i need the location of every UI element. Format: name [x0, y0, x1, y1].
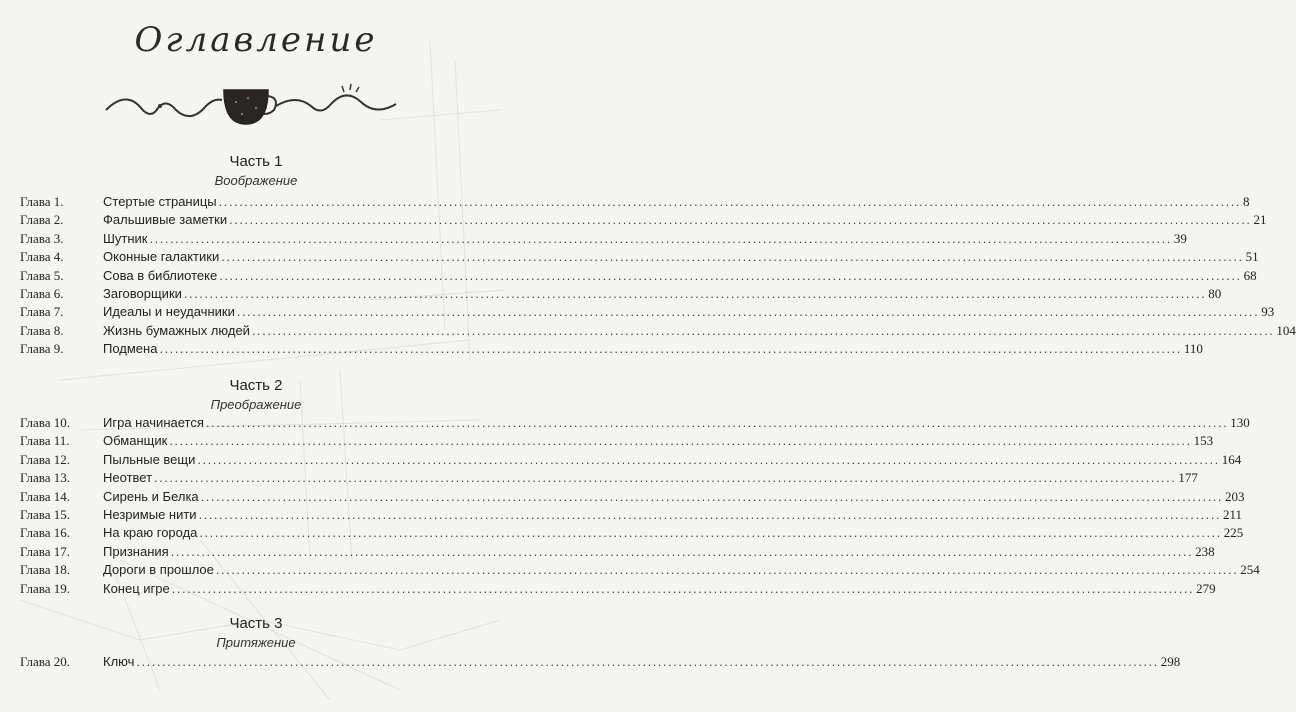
toc-entry — [20, 230, 1187, 248]
dot-leader: ........................................................................................................................................................................................................ — [215, 562, 1239, 578]
chapter-title: Дороги в прошлое — [103, 562, 214, 578]
page-number: 164 — [1221, 451, 1242, 467]
toc-entry — [20, 285, 1222, 303]
chapter-title: Конец игре — [103, 580, 170, 596]
chapter-number: Глава 1. — [20, 194, 64, 209]
toc-entry — [20, 653, 1181, 671]
dot-leader: ........................................................................................................................................................................................................ — [171, 580, 1195, 596]
toc-entry — [20, 211, 1267, 229]
chapter-title: Заговорщики — [103, 285, 182, 301]
dot-leader: ........................................................................................................................................................................................................ — [170, 543, 1194, 559]
dot-leader: ........................................................................................................................................................................................................ — [200, 488, 1224, 504]
dot-leader: ........................................................................................................................................................................................................ — [183, 285, 1207, 301]
dot-leader: ........................................................................................................................................................................................................ — [221, 249, 1244, 265]
chapter-number: Глава 13. — [20, 470, 71, 486]
dot-leader: ........................................................................................................................................................................................................ — [198, 506, 1221, 522]
chapter-title: Неответ — [103, 470, 153, 486]
dot-leader: ........................................................................................................................................................................................................ — [218, 194, 1242, 209]
page-number: 39 — [1173, 230, 1187, 246]
chapter-number: Глава 15. — [20, 506, 71, 522]
chapter-number: Глава 14. — [20, 488, 71, 504]
chapter-number: Глава 5. — [20, 267, 64, 283]
page-number: 203 — [1225, 488, 1245, 504]
part-1-heading — [0, 153, 512, 188]
dot-leader: ........................................................................................................................................................................................................ — [251, 322, 1275, 338]
dot-leader: ........................................................................................................................................................................................................ — [159, 341, 1182, 357]
part-2-title: Часть 2 — [229, 377, 283, 394]
page-number: 238 — [1195, 543, 1215, 559]
toc-entry — [20, 543, 1215, 561]
part-1-chapter-list — [20, 193, 1296, 359]
page-number: 177 — [1178, 470, 1198, 486]
dot-leader: ........................................................................................................................................................................................................ — [205, 415, 1229, 430]
toc-entry — [20, 524, 1244, 542]
chapter-title: Идеалы и неудачники — [103, 304, 235, 320]
part-3-title: Часть 3 — [229, 615, 283, 632]
dot-leader: ........................................................................................................................................................................................................ — [229, 212, 1252, 228]
chapter-title: Игра начинается — [103, 415, 204, 430]
chapter-title: Сова в библиотеке — [103, 267, 218, 283]
chapter-title: Фальшивые заметки — [103, 212, 228, 228]
chapter-number: Глава 7. — [20, 304, 64, 320]
chapter-title: Жизнь бумажных людей — [103, 322, 250, 338]
page-number: 225 — [1223, 525, 1244, 541]
toc-entry — [20, 193, 1250, 211]
chapter-number: Глава 2. — [20, 212, 64, 228]
toc-entry — [20, 414, 1250, 432]
part-3-chapter-list — [20, 653, 1181, 671]
page-number: 93 — [1261, 304, 1275, 320]
part-1-title: Часть 1 — [229, 153, 283, 170]
part-2-subtitle: Преображение — [210, 397, 302, 412]
part-3-subtitle: Притяжение — [216, 635, 296, 650]
part-1-subtitle: Воображение — [214, 173, 298, 188]
toc-entry — [20, 488, 1245, 506]
chapter-number: Глава 10. — [20, 415, 71, 430]
toc-entry — [20, 506, 1242, 524]
page-number: 298 — [1160, 654, 1181, 669]
chapter-number: Глава 11. — [20, 433, 70, 449]
toc-entry — [20, 432, 1214, 450]
dot-leader: ........................................................................................................................................................................................................ — [236, 304, 1260, 320]
toc-entry — [20, 561, 1260, 579]
page-number: 51 — [1245, 249, 1259, 265]
dot-leader: ........................................................................................................................................................................................................ — [197, 451, 1220, 467]
chapter-number: Глава 19. — [20, 580, 71, 596]
page-number: 104 — [1276, 322, 1296, 338]
dot-leader: ........................................................................................................................................................................................................ — [149, 230, 1172, 246]
page-number: 130 — [1230, 415, 1250, 430]
page-number: 8 — [1243, 194, 1250, 209]
part-2-chapter-list — [20, 414, 1260, 598]
chapter-title: Подмена — [103, 341, 158, 357]
chapter-title: Признания — [103, 543, 169, 559]
chapter-title: Стертые страницы — [103, 194, 217, 209]
teacup-ornament-icon — [96, 80, 416, 130]
chapter-title: Обманщик — [103, 433, 168, 449]
page-number: 153 — [1193, 433, 1214, 449]
toc-entry — [20, 248, 1259, 266]
chapter-title: Шутник — [103, 230, 148, 246]
page-number: 80 — [1208, 285, 1222, 301]
chapter-number: Глава 3. — [20, 230, 64, 246]
toc-entry — [20, 340, 1203, 358]
dot-leader: ........................................................................................................................................................................................................ — [169, 433, 1192, 449]
chapter-number: Глава 17. — [20, 543, 71, 559]
dot-leader: ........................................................................................................................................................................................................ — [136, 654, 1159, 669]
toc-entry — [20, 322, 1296, 340]
toc-entry — [20, 451, 1242, 469]
chapter-title: Сирень и Белка — [103, 488, 199, 504]
chapter-number: Глава 6. — [20, 285, 64, 301]
chapter-number: Глава 4. — [20, 249, 64, 265]
dot-leader: ........................................................................................................................................................................................................ — [154, 470, 1177, 486]
chapter-title: Незримые нити — [103, 506, 197, 522]
chapter-title: Оконные галактики — [103, 249, 220, 265]
chapter-number: Глава 8. — [20, 322, 64, 338]
chapter-title: Ключ — [103, 654, 135, 669]
page-number: 68 — [1243, 267, 1257, 283]
toc-entry — [20, 469, 1198, 487]
page-number: 211 — [1222, 506, 1242, 522]
toc-title: Оглавление — [134, 20, 378, 60]
toc-entry — [20, 267, 1257, 285]
page-number: 279 — [1196, 580, 1216, 596]
toc-entry — [20, 303, 1275, 321]
chapter-number: Глава 20. — [20, 654, 71, 669]
chapter-title: Пыльные вещи — [103, 451, 196, 467]
chapter-title: На краю города — [103, 525, 198, 541]
part-3-heading — [0, 615, 512, 650]
chapter-number: Глава 9. — [20, 341, 64, 357]
page-number: 110 — [1183, 341, 1203, 357]
chapter-number: Глава 16. — [20, 525, 71, 541]
chapter-number: Глава 12. — [20, 451, 71, 467]
toc-entry — [20, 580, 1216, 598]
dot-leader: ........................................................................................................................................................................................................ — [219, 267, 1242, 283]
page-number: 21 — [1253, 212, 1267, 228]
chapter-number: Глава 18. — [20, 562, 71, 578]
page-number: 254 — [1240, 562, 1260, 578]
part-2-heading — [0, 377, 512, 412]
dot-leader: ........................................................................................................................................................................................................ — [199, 525, 1222, 541]
